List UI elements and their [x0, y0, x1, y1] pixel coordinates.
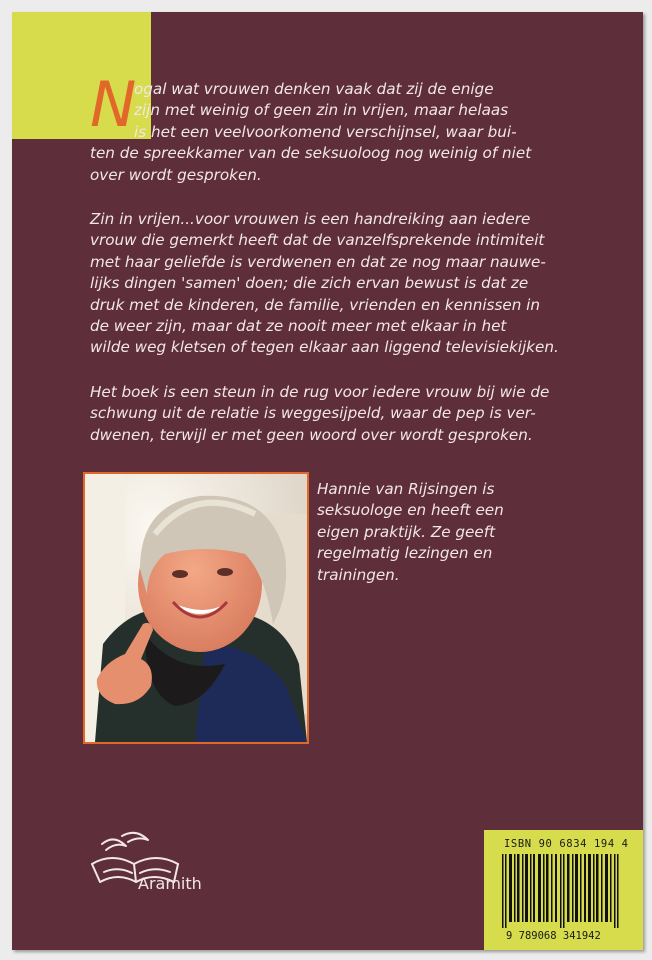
text-line: ogal wat vrouwen denken vaak dat zij de enige	[134, 80, 494, 98]
author-portrait-image	[85, 474, 307, 742]
back-cover	[12, 12, 643, 950]
text-line: Zin in vrijen...voor vrouwen is een handreiking aan iedere	[90, 210, 531, 228]
text-line: de weer zijn, maar dat ze nooit meer met elkaar in het	[90, 317, 507, 336]
text-line: druk met de kinderen, de familie, vrienden en kennissen in	[90, 295, 541, 314]
barcode-panel	[484, 830, 643, 950]
barcode-digits: 9 789068 341942	[506, 930, 601, 942]
text-line: Hannie van Rijsingen is	[317, 480, 495, 498]
intro-paragraph	[90, 79, 532, 186]
text-line: zijn met weinig of geen zin in vrijen, maar helaas	[134, 101, 509, 120]
text-line: met haar geliefde is verdwenen en dat ze nog maar nauwe-	[90, 252, 546, 271]
text-line: seksuologe en heeft een	[317, 501, 504, 520]
description-paragraph	[90, 209, 559, 359]
text-line: Het boek is een steun in de rug voor iedere vrouw bij wie de	[90, 383, 550, 401]
drop-cap: N	[90, 68, 137, 141]
text-line: is het een veelvoorkomend verschijnsel, waar bui-	[134, 122, 517, 141]
text-line: over wordt gesproken.	[90, 165, 262, 184]
isbn-label: ISBN 90 6834 194 4	[504, 838, 629, 850]
text-line: ten de spreekkamer van de seksuoloog nog weinig of niet	[90, 144, 532, 163]
author-bio	[317, 479, 504, 586]
support-paragraph	[90, 382, 549, 446]
text-line: lijks dingen 'samen' doen; die zich ervan bewust is dat ze	[90, 274, 529, 293]
text-line: vrouw die gemerkt heeft dat de vanzelfsprekende intimiteit	[90, 231, 545, 250]
text-line: dwenen, terwijl er met geen woord over wordt gesproken.	[90, 425, 533, 444]
author-photo	[83, 472, 309, 744]
text-line: trainingen.	[317, 565, 400, 584]
publisher-name: Aramith	[138, 874, 202, 893]
barcode-image	[498, 854, 628, 928]
text-line: eigen praktijk. Ze geeft	[317, 522, 496, 541]
text-line: schwung uit de relatie is weggesijpeld, waar de pep is ver-	[90, 404, 536, 423]
text-line: regelmatig lezingen en	[317, 544, 493, 563]
text-line: wilde weg kletsen of tegen elkaar aan liggend televisiekijken.	[90, 338, 559, 357]
